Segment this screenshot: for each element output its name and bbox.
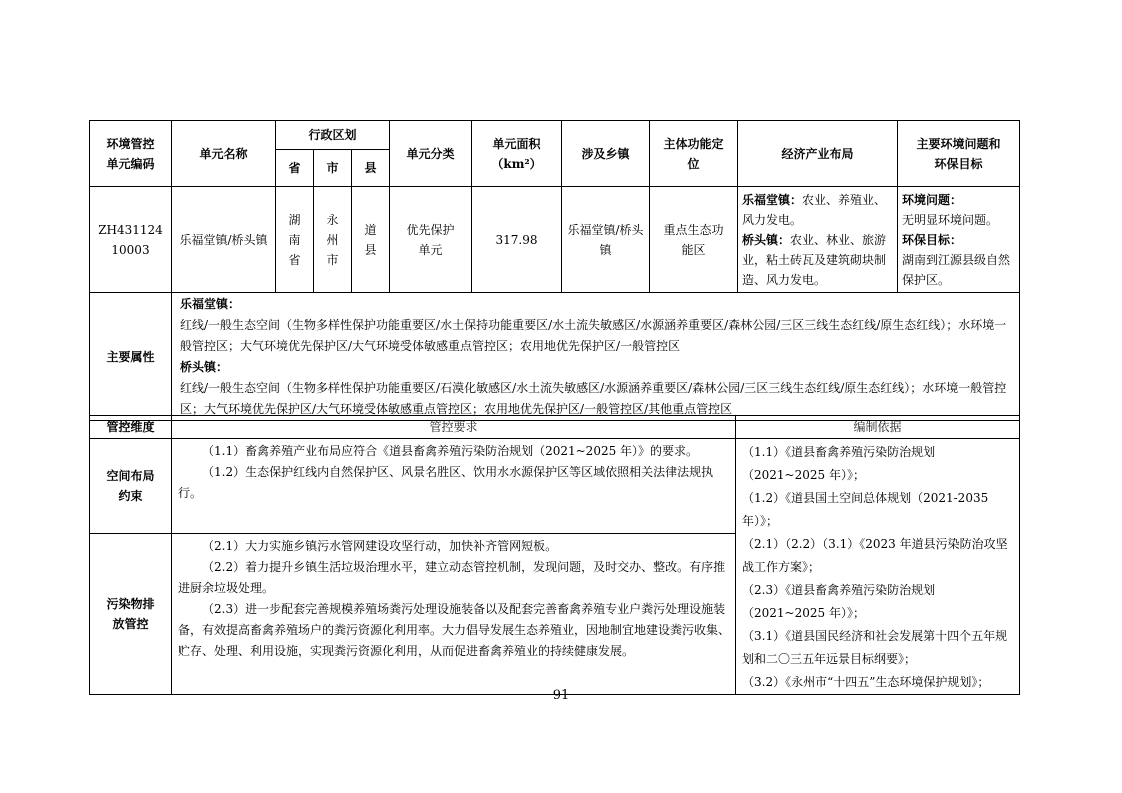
control-table <box>89 415 1020 695</box>
header-county: 县 <box>352 150 390 187</box>
control-dimension-header: 管控维度 <box>90 416 172 439</box>
header-admin: 行政区划 <box>276 121 390 150</box>
unit-table <box>89 120 1020 421</box>
header-unit-name: 单元名称 <box>172 121 276 187</box>
requirement-item: （2.2）着力提升乡镇生活垃圾治理水平，建立动态管控机制，发现问题，及时交办、整改。有序推进厨余垃圾处理。 <box>178 560 726 596</box>
unit-city: 永州市 <box>314 187 352 293</box>
control-requirements-header: 管控要求 <box>172 416 736 439</box>
unit-class: 优先保护单元 <box>390 187 472 293</box>
unit-towns: 乐福堂镇/桥头镇 <box>562 187 650 293</box>
basis-item: （3.1）《道县国民经济和社会发展第十四个五年规划和二〇三五年远景目标纲要》； <box>742 629 1008 666</box>
page-number: 91 <box>552 688 570 703</box>
requirement-item: （2.1）大力实施乡镇污水管网建设攻坚行动，加快补齐管网短板。 <box>202 539 558 554</box>
unit-function: 重点生态功能区 <box>650 187 738 293</box>
header-unit-class: 单元分类 <box>390 121 472 187</box>
header-function: 主体功能定 位 <box>650 121 738 187</box>
header-towns: 涉及乡镇 <box>562 121 650 187</box>
unit-area: 317.98 <box>472 187 562 293</box>
basis-item: （2.3）《道县畜禽养殖污染防治规划（2021~2025 年）》； <box>742 583 936 620</box>
header-city: 市 <box>314 150 352 187</box>
header-issues: 主要环境问题和 环保目标 <box>898 121 1020 187</box>
unit-county: 道县 <box>352 187 390 293</box>
attributes-label: 主要属性 <box>90 293 172 421</box>
basis-list <box>736 439 1020 695</box>
spatial-dimension: 空间布局 约束 <box>90 439 172 534</box>
header-economy: 经济产业布局 <box>738 121 898 187</box>
control-basis-header: 编制依据 <box>736 416 1020 439</box>
unit-province: 湖南省 <box>276 187 314 293</box>
unit-economy: 乐福堂镇：农业、养殖业、风力发电。 桥头镇：农业、林业、旅游业，粘土砖瓦及建筑砌块制造、风力发电。 <box>738 187 898 293</box>
unit-issues: 环境问题： 无明显环境问题。 环保目标： 湖南到江源县级自然保护区。 <box>898 187 1020 293</box>
header-code: 环境管控 单元编码 <box>90 121 172 187</box>
pollution-requirements <box>172 534 736 695</box>
basis-item: （1.2）《道县国土空间总体规划（2021-2035年）》； <box>742 491 989 528</box>
header-area: 单元面积 （km²） <box>472 121 562 187</box>
spatial-requirements <box>172 439 736 534</box>
basis-item: （1.1）《道县畜禽养殖污染防治规划（2021~2025 年）》； <box>742 445 936 482</box>
header-province: 省 <box>276 150 314 187</box>
requirement-item: （1.2）生态保护红线内自然保护区、风景名胜区、饮用水水源保护区等区域依照相关法律法规执行。 <box>178 465 714 500</box>
requirement-item: （2.3）进一步配套完善规模养殖场粪污处理设施装备以及配套完善畜禽养殖专业户粪污处理设施装备，有效提高畜禽养殖场户的粪污资源化利用率。大力倡导发展生态养殖业，因地制宜地建设粪污收集、贮存、处理、利用设施，实现粪污资源化利用，从而促进畜禽养殖业的持续健康发展。 <box>178 602 731 659</box>
requirement-item: （1.1）畜禽养殖产业布局应符合《道县畜禽养殖污染防治规划（2021~2025 年）》的要求。 <box>202 444 699 458</box>
unit-name: 乐福堂镇/桥头镇 <box>172 187 276 293</box>
basis-item: （2.1）（2.2）（3.1）《2023 年道县污染防治攻坚战工作方案》； <box>742 537 1008 574</box>
unit-code: ZH431124 10003 <box>90 187 172 293</box>
basis-item: （3.2）《永州市“十四五”生态环境保护规划》； <box>742 675 990 689</box>
attributes-content: 乐福堂镇： 红线/一般生态空间（生物多样性保护功能重要区/水土保持功能重要区/水土流失敏感区/水源涵养重要区/森林公园/三区三线生态红线/原生态红线）；水环境一般管控区；大气环境优先保护区/大气环境受体敏感重点管控区；农用地优先保护区/一般管控区 桥头镇： 红线/一般生态空间（生物多样性保护功能重要区/石漠化敏感区/水土流失敏感区/水源涵养重要区/森林公园/三区三线生态红线/原生态红线）；水环境一般管控区；大气环境优先保护区/大气环境受体敏感重点管控区；农用地优先保护区/一般管控区/其他重点管控区 <box>172 293 1020 421</box>
pollution-dimension: 污染物排 放管控 <box>90 534 172 695</box>
